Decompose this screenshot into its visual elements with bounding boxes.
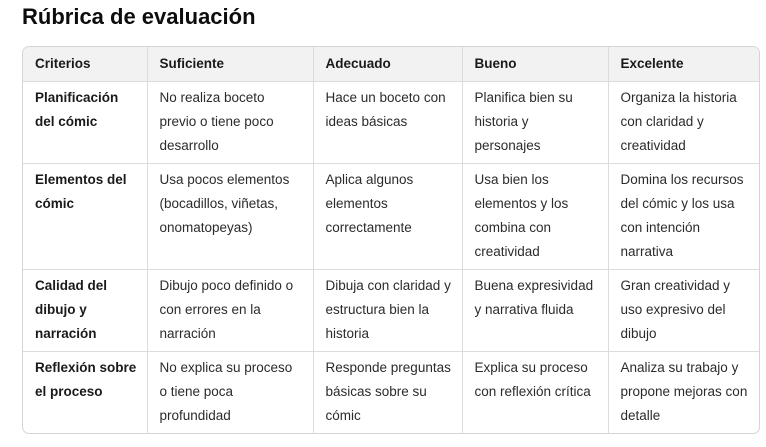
table-cell: Organiza la historia con claridad y creatividad: [608, 82, 759, 164]
table-cell: Analiza su trabajo y propone mejoras con detalle: [620, 360, 748, 423]
table-cell: Buena expresividad y narrativa fluida: [462, 270, 608, 352]
criterion-cell: Reflexión sobre el proceso: [23, 352, 147, 434]
table-body: [23, 82, 759, 434]
table-row: [23, 164, 759, 270]
header-bueno: Bueno: [462, 47, 608, 82]
criterion-cell: Elementos del cómic: [23, 164, 147, 270]
rubric-table-container: [22, 46, 760, 434]
header-row: [23, 47, 759, 82]
table-cell: No realiza boceto previo o tiene poco desarrollo: [147, 82, 313, 164]
header-excelente: Excelente: [608, 47, 759, 82]
table-cell: Explica su proceso con reflexión crítica: [462, 352, 608, 434]
table-row: [23, 82, 759, 164]
table-cell: Aplica algunos elementos correctamente: [313, 164, 462, 270]
table-cell: Usa bien los elementos y los combina con creatividad: [462, 164, 608, 270]
rubric-table: [23, 47, 759, 433]
header-criterios: Criterios: [23, 47, 147, 82]
table-row: [23, 352, 759, 434]
table-cell: Planifica bien su historia y personajes: [462, 82, 608, 164]
table-cell: Dibujo poco definido o con errores en la narración: [147, 270, 313, 352]
header-suficiente: Suficiente: [147, 47, 313, 82]
criterion-cell: Calidad del dibujo y narración: [23, 270, 147, 352]
table-cell: Responde preguntas básicas sobre su cómic: [313, 352, 462, 434]
table-cell: Domina los recursos del cómic y los usa con intención narrativa: [608, 164, 759, 270]
table-cell: No explica su proceso o tiene poca profundidad: [147, 352, 313, 434]
page-title: Rúbrica de evaluación: [22, 4, 256, 29]
table-cell: Dibuja con claridad y estructura bien la historia: [313, 270, 462, 352]
header-adecuado: Adecuado: [313, 47, 462, 82]
table-header: [23, 47, 759, 82]
table-cell: Hace un boceto con ideas básicas: [313, 82, 462, 164]
table-row: [23, 270, 759, 352]
table-cell: Gran creatividad y uso expresivo del dibujo: [608, 270, 759, 352]
criterion-cell: Planificación del cómic: [23, 82, 147, 164]
table-cell: Usa pocos elementos (bocadillos, viñetas, onomatopeyas): [147, 164, 313, 270]
